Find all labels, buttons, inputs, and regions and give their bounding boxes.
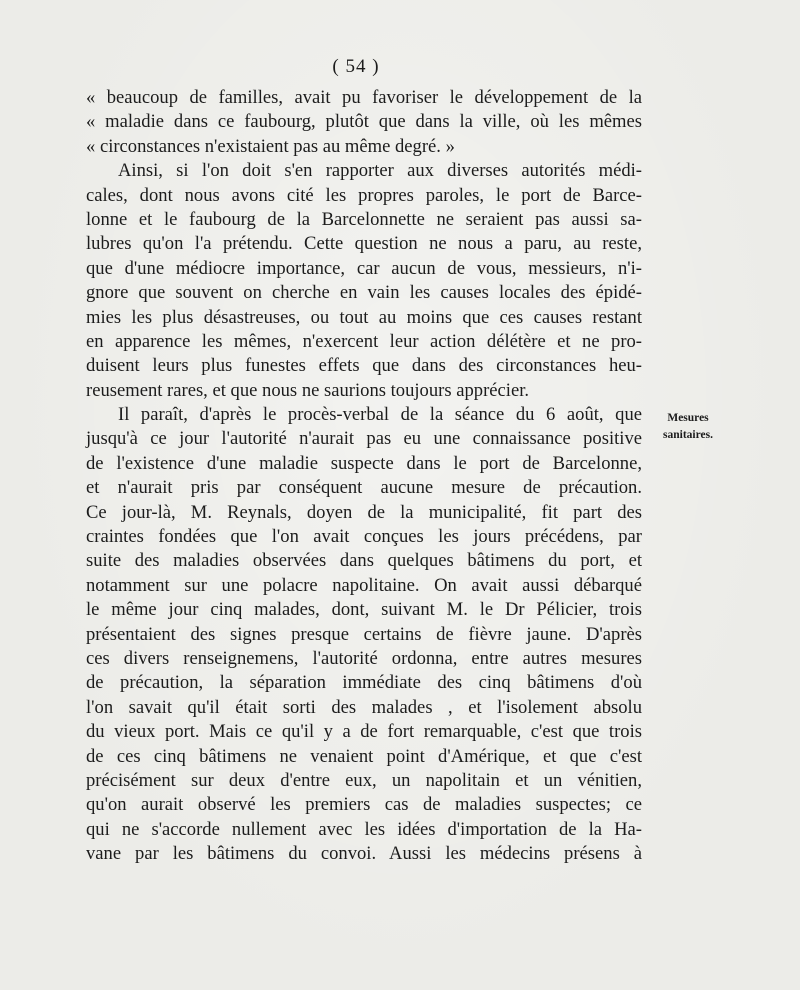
text-line: ces divers renseignemens, l'autorité ordonna, entre autres mesures (86, 647, 642, 669)
text-line: de l'existence d'une maladie suspecte dans le port de Barcelonne, (86, 452, 642, 474)
text-line: « beaucoup de familles, avait pu favoriser le développement de la (86, 87, 642, 108)
text-line: que d'une médiocre importance, car aucun de vous, messieurs, n'i- (86, 257, 642, 279)
text-line: précisément sur deux d'entre eux, un napolitain et un vénitien, (86, 769, 642, 791)
text-line: craintes fondées que l'on avait conçues les jours précédens, par (86, 526, 642, 548)
text-line: jusqu'à ce jour l'autorité n'aurait pas eu une connaissance positive (86, 428, 642, 450)
text-line: lubres qu'on l'a prétendu. Cette question ne nous a paru, au reste, (86, 233, 642, 255)
text-line: cales, dont nous avons cité les propres paroles, le port de Barce- (86, 184, 642, 206)
text-line: Ainsi, si l'on doit s'en rapporter aux diverses autorités médi- (118, 160, 642, 182)
text-line: le même jour cinq malades, dont, suivant M. le Dr Pélicier, trois (86, 599, 642, 621)
margin-note-line: Mesures (667, 412, 709, 424)
page-number: ( 54 ) (332, 56, 380, 77)
text-line: « circonstances n'existaient pas au même degré. » (86, 135, 455, 157)
text-line: en apparence les mêmes, n'exercent leur action délétère et ne pro- (86, 330, 642, 352)
text-line: notamment sur une polacre napolitaine. On avait aussi débarqué (86, 574, 642, 596)
text-line: présentaient des signes presque certains de fièvre jaune. D'après (86, 623, 642, 645)
text-line: Ce jour-là, M. Reynals, doyen de la municipalité, fit part des (86, 501, 642, 523)
text-line: l'on savait qu'il était sorti des malades , et l'isolement absolu (86, 696, 642, 718)
text-line: reusement rares, et que nous ne saurions toujours apprécier. (86, 379, 530, 401)
text-line: de précaution, la séparation immédiate des cinq bâtimens d'où (86, 672, 642, 694)
text-line: « maladie dans ce faubourg, plutôt que dans la ville, où les mêmes (86, 111, 642, 133)
body-text (86, 86, 642, 867)
text-line: du vieux port. Mais ce qu'il y a de fort remarquable, c'est que trois (86, 721, 642, 743)
text-line: qui ne s'accorde nullement avec les idées d'importation de la Ha- (86, 818, 642, 840)
text-line: et n'aurait pris par conséquent aucune mesure de précaution. (86, 477, 642, 499)
margin-note-line: sanitaires. (663, 429, 713, 441)
text-line: vane par les bâtimens du convoi. Aussi les médecins présens à (86, 843, 642, 865)
text-line: Il paraît, d'après le procès-verbal de la séance du 6 août, que (118, 404, 642, 426)
margin-note (652, 410, 724, 444)
text-line: gnore que souvent on cherche en vain les causes locales des épidé- (86, 282, 642, 304)
text-line: qu'on aurait observé les premiers cas de maladies suspectes; ce (86, 794, 642, 816)
text-line: de ces cinq bâtimens ne venaient point d'Amérique, et que c'est (86, 745, 642, 767)
text-line: lonne et le faubourg de la Barcelonnette ne seraient pas aussi sa- (86, 208, 642, 230)
text-line: duisent leurs plus funestes effets que dans des circonstances heu- (86, 355, 642, 377)
text-line: mies les plus désastreuses, ou tout au moins que ces causes restant (86, 306, 642, 328)
text-line: suite des maladies observées dans quelques bâtimens du port, et (86, 550, 642, 572)
